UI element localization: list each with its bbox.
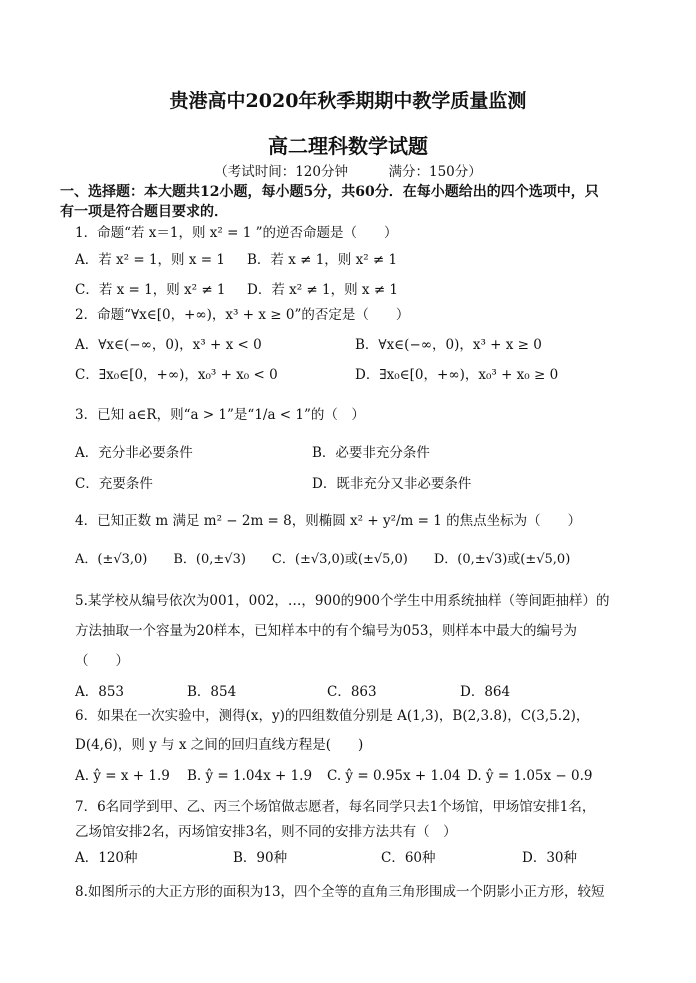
q1-option-d: D．若 x² ≠ 1，则 x ≠ 1 (247, 282, 399, 298)
q6-option-a: A. ŷ = x + 1.9 (75, 768, 170, 784)
q6-option-d: D. ŷ = 1.05x − 0.9 (467, 768, 593, 784)
q2-option-a: A．∀x∈(−∞，0)，x³ + x < 0 (75, 337, 262, 353)
q5-option-a: A．853 (75, 684, 125, 700)
section-heading-line2: 有一项是符合题目要求的． (60, 204, 228, 220)
q8-line1: 8.如图所示的大正方形的面积为13，四个全等的直角三角形围成一个阴影小正方形，较短 (75, 884, 605, 900)
q1-option-b: B．若 x ≠ 1，则 x² ≠ 1 (247, 252, 398, 268)
page-subtitle: 高二理科数学试题 (268, 134, 428, 158)
exam-info: （考试时间：120分钟 满分：150分） (214, 164, 482, 180)
q5-option-c: C．863 (327, 684, 377, 700)
q6-option-b: B. ŷ = 1.04x + 1.9 (187, 768, 313, 784)
q7-line1: 7．6名同学到甲、乙、丙三个场馆做志愿者，每名同学只去1个场馆，甲场馆安排1名， (75, 799, 596, 815)
q2-option-b: B．∀x∈(−∞，0)，x³ + x ≥ 0 (355, 337, 542, 353)
q3-option-c: C．充要条件 (75, 476, 153, 492)
q5-option-b: B．854 (187, 684, 237, 700)
section-heading-line1: 一、选择题：本大题共12小题，每小题5分，共60分．在每小题给出的四个选项中，只 (60, 184, 599, 200)
q3-option-b: B．必要非充分条件 (312, 445, 430, 461)
q6-line1: 6．如果在一次实验中，测得(x，y)的四组数值分别是 A(1,3)，B(2,3.8)，C(3,5.2)， (75, 708, 590, 724)
q7-option-c: C．60种 (381, 850, 436, 866)
q7-option-a: A．120种 (75, 850, 138, 866)
q5-option-d: D．864 (460, 684, 511, 700)
q5-line1: 5.某学校从编号依次为001，002，…，900的900个学生中用系统抽样（等间距抽样）的 (75, 593, 610, 609)
q1-option-a: A．若 x² = 1，则 x = 1 (75, 252, 225, 268)
q7-option-d: D．30种 (522, 850, 578, 866)
q2-option-d: D．∃x₀∈[0，+∞)，x₀³ + x₀ ≥ 0 (355, 367, 559, 383)
q5-line2: 方法抽取一个容量为20样本，已知样本中的有个编号为053，则样本中最大的编号为 (75, 623, 577, 639)
q3-option-a: A．充分非必要条件 (75, 445, 193, 461)
q6-option-c: C. ŷ = 0.95x + 1.04 (327, 768, 461, 784)
q6-line2: D(4,6)，则 y 与 x 之间的回归直线方程是( ) (75, 737, 364, 753)
q3-option-d: D．既非充分又非必要条件 (312, 476, 472, 492)
q5-line3: （ ） (75, 653, 129, 669)
q1-stem: 1．命题“若 x＝1，则 x² = 1 ”的逆否命题是（ ） (75, 225, 398, 241)
q3-stem: 3．已知 a∈R，则“a > 1”是“1/a < 1”的（ ） (75, 407, 365, 423)
q4-stem: 4．已知正数 m 满足 m² − 2m = 8，则椭圆 x² + y²/m = 1 的焦点坐标为（ ） (75, 513, 582, 529)
q7-line2: 乙场馆安排2名，丙场馆安排3名，则不同的安排方法共有（ ） (75, 824, 457, 840)
page-title: 贵港高中2020年秋季期期中教学质量监测 (169, 90, 527, 112)
q2-stem: 2．命题“∀x∈[0，+∞)，x³ + x ≥ 0”的否定是（ ） (75, 307, 410, 323)
q4-options: A．(±√3,0) B．(0,±√3) C．(±√3,0)或(±√5,0) D．(0,±√3)或(±√5,0) (75, 552, 571, 567)
q7-option-b: B．90种 (233, 850, 288, 866)
q2-option-c: C．∃x₀∈[0，+∞)，x₀³ + x₀ < 0 (75, 367, 278, 383)
q1-option-c: C．若 x = 1，则 x² ≠ 1 (75, 282, 226, 298)
